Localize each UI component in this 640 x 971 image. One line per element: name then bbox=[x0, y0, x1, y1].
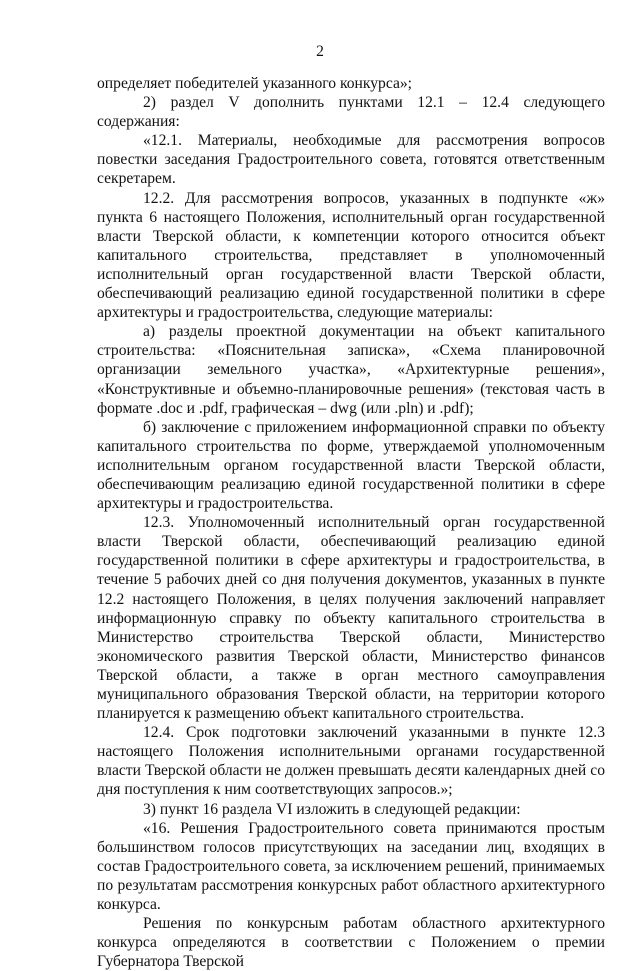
paragraph-item-3: 3) пункт 16 раздела VI изложить в следующей редакции: bbox=[143, 800, 521, 818]
paragraph-12-3: 12.3. Уполномоченный исполнительный орган государственной власти Тверской области, обеспечивающий реализацию единой государственной политики в сфере архитектуры и градостроительства, в течение 5 рабочих дней со дня получения документов, указанных в пункте 12.2 настоящего Положения, в целях получения заключений направляет информационную справку по объекту капитального строительства в Министерство строительства Тверской области, Министерство экономического развития Тверской области, Министерство финансов Тверской области, а также в орган местного самоуправления муниципального образования Тверской области, на территории которого планируется к размещению объект капитального строительства. bbox=[97, 514, 605, 723]
paragraph-12-2-b: б) заключение с приложением информационной справки по объекту капитального строительства по форме, утверждаемой уполномоченным исполнительным органом государственной власти Тверской области, обеспечивающим реализацию единой государственной политики в сфере архитектуры и градостроительства. bbox=[97, 418, 605, 513]
paragraph-12-2-a: а) разделы проектной документации на объект капитального строительства: «Пояснительная записка», «Схема планировочной организации земельного участка», «Архитектурные решения», «Конструктивные и объемно-планировочные решения» (текстовая часть в формате .doc и .pdf, графическая – dwg (или .pln) и .pdf); bbox=[97, 323, 605, 417]
paragraph-12-4: 12.4. Срок подготовки заключений указанными в пункте 12.3 настоящего Положения исполнительными органами государственной власти Тверской области не должен превышать десяти календарных дней со дня поступления к ним соответствующих запросов.»; bbox=[97, 724, 605, 799]
paragraph-contest-decisions: Решения по конкурсным работам областного архитектурного конкурса определяются в соответствии с Положением о премии Губернатора Тверской bbox=[97, 915, 605, 971]
paragraph-12-2: 12.2. Для рассмотрения вопросов, указанных в подпункте «ж» пункта 6 настоящего Положения, исполнительный орган государственной власти Тверской области, к компетенции которого относится объект капитального строительства, представляет в уполномоченный исполнительный орган государственной власти Тверской области, обеспечивающий реализацию единой государственной политики в сфере архитектуры и градостроительства, следующие материалы: bbox=[97, 189, 605, 322]
paragraph-16: «16. Решения Градостроительного совета принимаются простым большинством голосов присутствующих на заседании лиц, входящих в состав Градостроительного совета, за исключением решений, принимаемых по результатам рассмотрения конкурсных работ областного архитектурного конкурса. bbox=[97, 819, 605, 914]
paragraph-12-1: «12.1. Материалы, необходимые для рассмотрения вопросов повестки заседания Градостроительного совета, готовятся ответственным секретарем. bbox=[97, 132, 605, 188]
page-number: 2 bbox=[316, 43, 324, 60]
paragraph-continuation: определяет победителей указанного конкурса»; bbox=[97, 75, 413, 92]
paragraph-item-2: 2) раздел V дополнить пунктами 12.1 – 12.4 следующего содержания: bbox=[97, 94, 605, 131]
document-body bbox=[97, 74, 605, 971]
